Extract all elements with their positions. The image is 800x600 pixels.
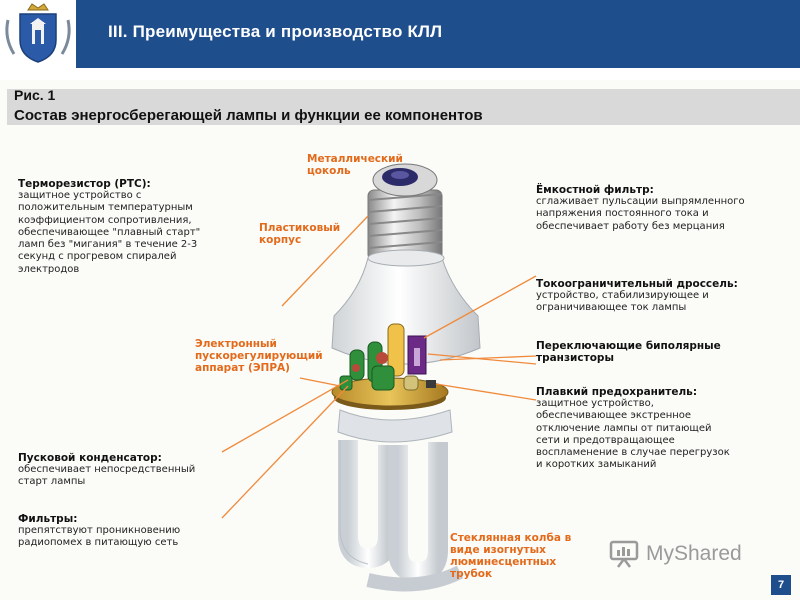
thermistor-description: защитное устройство с положительным температурным коэффициентом сопротивления, обеспечивающее "плавный старт" ламп без "мигания" в течение 2-3 секунд с прогревом спиралей электродов <box>18 190 201 275</box>
pointer-start-capacitor <box>222 380 348 452</box>
page-number: 7 <box>771 575 791 595</box>
start-capacitor-title: Пусковой конденсатор: <box>18 452 162 464</box>
fuse-title: Плавкий предохранитель: <box>536 386 698 398</box>
transistors-title: Переключающие биполярные транзисторы <box>536 340 721 364</box>
capacitive-filter-title: Ёмкостной фильтр: <box>536 184 654 196</box>
capacitive-filter-description: сглаживает пульсации выпрямленного напряжения постоянного тока и обеспечивает работу без мерцания <box>536 196 745 232</box>
pointer-ballast <box>300 378 340 386</box>
metal-cap-part <box>368 164 442 260</box>
ballast-label: Электронный пускорегулирующий аппарат (ЭПРА) <box>195 338 323 374</box>
figure <box>0 80 800 600</box>
slide-title: III. Преимущества и производство КЛЛ <box>108 22 443 41</box>
plastic-body-part <box>332 250 480 364</box>
glass-tubes-part <box>338 410 460 585</box>
choke-title: Токоограничительный дроссель: <box>536 278 738 290</box>
thermistor-title: Терморезистор (PTC): <box>18 178 151 190</box>
presentation-board-icon <box>608 538 642 568</box>
pointer-filters <box>222 386 348 518</box>
coat-of-arms-icon <box>0 0 76 68</box>
fuse-description: защитное устройство, обеспечивающее экстренное отключение лампы от питающей сети и предотвращающее воспламенение в случае перегрузок и коротких замыканий <box>536 398 730 471</box>
figure-number: Рис. 1 <box>14 87 56 103</box>
metal-cap-label: Металлический цоколь <box>307 153 403 177</box>
pointer-fuse <box>436 384 536 400</box>
filters-title: Фильтры: <box>18 513 78 525</box>
watermark-text: MyShared <box>646 542 742 565</box>
glass-bulb-label: Стеклянная колба в виде изогнутых люминесцентных трубок <box>450 532 572 580</box>
filters-description: препятствуют проникновению радиопомех в питающую сеть <box>18 525 181 549</box>
slide-header <box>0 0 800 68</box>
figure-title: Состав энергосберегающей лампы и функции ее компонентов <box>14 107 483 124</box>
coat-of-arms-logo <box>0 0 76 68</box>
plastic-body-label: Пластиковый корпус <box>259 222 341 246</box>
choke-description: устройство, стабилизирующее и ограничивающее ток лампы <box>536 290 709 314</box>
watermark <box>608 538 768 568</box>
start-capacitor-description: обеспечивает непосредственный старт лампы <box>18 464 196 488</box>
